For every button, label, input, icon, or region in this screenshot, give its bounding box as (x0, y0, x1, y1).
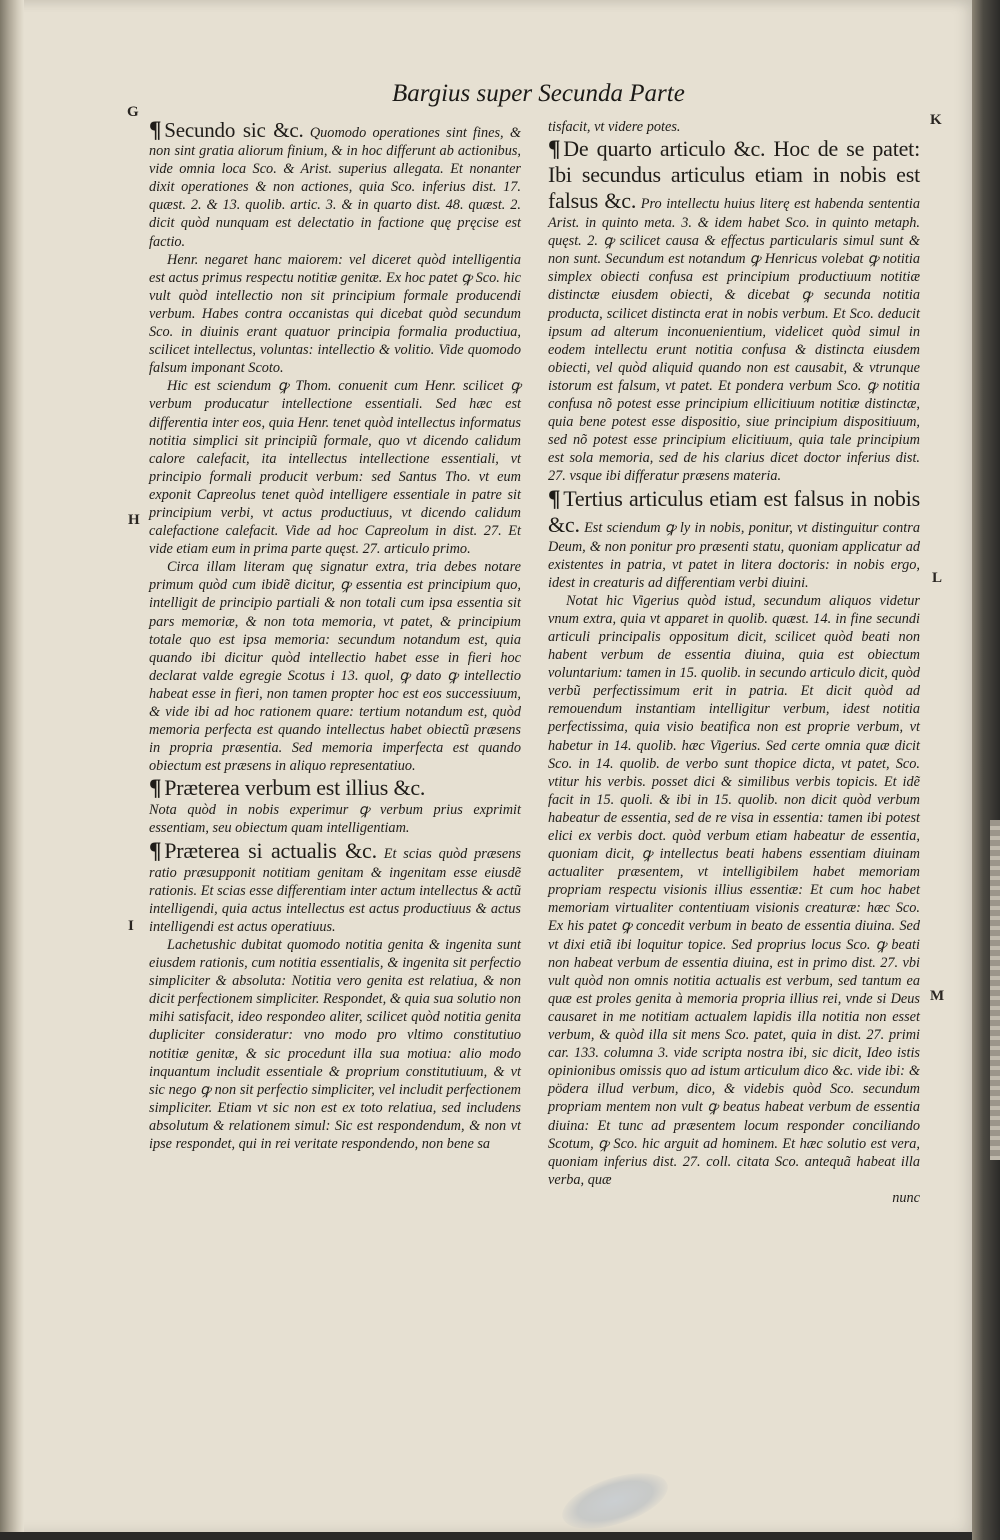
running-header: Bargius super Secunda Parte (392, 80, 685, 107)
paragraph: Nota quòd in nobis experimur ꝙ verbum prius exprimit essentiam, seu obiectum quam intelligentiam. (149, 802, 521, 837)
lemma-heading: ¶ Secundo sic &c. (149, 117, 304, 142)
page-gutter (0, 0, 24, 1532)
pilcrow-icon: ¶ (149, 117, 162, 142)
margin-letter-l: L (932, 570, 943, 586)
paragraph: Notat hic Vigerius quòd istud, secundum aliquos videtur vnum extra, quia vt apparet in quolib. quæst. 14. in fine secundi articuli principalis oppositum dicit, scilicet quòd beati non habent verbum de essentia diuina, quia est obiectum voluntarium: tamen in 15. quolib. in secundo articulo dicit, quòd verbũ perfectissimum erit in patria. Et dicit quòd ad remouendum instantiam intelligitur verbum, idest notitia perfectissima, quia visio beatifica non est proprie verbum, vt habetur in 14. quolib. hæc Vigerius. Sed certe omnia quæ dicit Sco. in 14. quolib. de verbo sunt thopice dicta, vt patet, Sco. vtitur his verbis. posset dici & similibus verbis topicis. Et idẽ facit in 15. quoli. & ibi in 15. quolib. non dicit quòd verbum habeatur de essentia, sed de re visa in essentia: tamen ibi potest elici ex verbis doct. quòd verbum etiam habeatur de essentia, quoniam dicit, ꝙ intellectus beati habens essentiam diuinam actualiter præsentem, vt intelligibilem habet memoriam propriam respectu visionis illius essentiæ: Et cum hoc habet memoriam virtualiter contentiuam visionis creaturæ: hæc Sco. Ex his patet ꝙ concedit verbum in beato de essentia diuina. Sed vt dixi etiã ibi loquitur topice. Sed proprius locus Sco. ꝙ beati non habeat verbum de essentia diuina, est in primo dist. 27. vbi vult quòd non omnis notitia actualis est verbum, sed tantum ea quæ est proles genita à memoria propria illius rei, vnde si Deus causaret in me notitiam actualem lapidis illa notitia non esset verbum, & quòd illa sit mens Sco. patet, quia in dist. 27. primi car. 133. columna 3. vide scripta nostra ibi, sic dicit, Ideo istis opinionibus omissis quo ad istum articulum dico &c. vide ibi: & pödera illud verbum, dico, & videbis quòd Sco. secundum propriam mentem non vult ꝙ beatus habeat verbum de essentia diuina: Et tunc ad præsentem locum responder conciliando Scotum, ꝙ Sco. hic arguit ad hominem. Et hæc solutio est vera, quoniam inferius dist. 27. coll. citata Sco. antequã habeat illa verba, quæ (548, 592, 920, 1188)
margin-letter-k: K (930, 112, 942, 128)
margin-letter-h: H (128, 512, 140, 528)
lemma-heading: ¶ De quarto articulo &c. Hoc de se patet: Ibi secundus articulus etiam in nobis est falsus &c. (548, 136, 920, 214)
pilcrow-icon: ¶ (149, 837, 162, 863)
margin-letter-i: I (128, 918, 134, 934)
catchword: nunc (892, 1189, 920, 1206)
left-column (149, 118, 521, 1153)
paragraph: Est sciendum ꝙ ly in nobis, ponitur, vt distinguitur contra Deum, & non ponitur pro præsenti statu, quoniam applicatur ad existentes in patria, vt patet in litera doctoris: in nobis ergo, idest in creaturis ad differentiam verbi diuini. (548, 519, 920, 591)
book-edge (972, 0, 1000, 1540)
paragraph: Pro intellectu huius literę est habenda sententia Arist. in quinto meta. 3. & idem habet Sco. in quinto metaph. quęst. 2. ꝙ scilicet causa & effectus particularis simul sunt & non sunt. Secundum est notandum ꝙ Henricus volebat ꝙ notitia simplex obiecti confusa est principium productiuum notitiæ distinctæ eiusdem obiecti, & dicebat ꝙ secunda notitia producta, scilicet distincta erat in nobis verbum. Et Sco. deducit ipsum ad alterum inconuenientium, videlicet quòd simul in eodem intellectu erunt notitia confusa & distincta eiusdem obiecti, vel quòd aliquid quando non est causabit, & vtrunque istorum est falsum, vt patet. Et pondera verbum Sco. ꝙ notitia confusa nõ potest esse principium ellicitiuum notitiæ distinctæ, quia bene potest esse dispositio, siue principium dispositiuum, sed nõ potest esse principium elicitiuum, quia tale principium est sola memoria, sed de his clarius dicet doctor inferius dist. 27. vsque ibi differatur præsens materia. (548, 196, 920, 485)
pilcrow-icon: ¶ (149, 775, 162, 801)
margin-letter-g: G (127, 104, 139, 120)
page-edge-tabs (990, 820, 1000, 1160)
lemma-heading: ¶ Tertius articulus etiam est falsus in nobis &c. (548, 485, 920, 537)
lemma-heading: ¶ Præterea si actualis &c. (149, 837, 377, 863)
lemma-heading: ¶ Præterea verbum est illius &c. (149, 775, 426, 801)
paragraph: Lachetushic dubitat quomodo notitia genita & ingenita sunt eiusdem rationis, cum notitia essentialis, & ingenita sit perfectio simpliciter & absoluta: Notitia vero genita est relatiua, & non dicit perfectionem simpliciter. Respondet, & quia sua solutio non mihi satisfacit, ideo respondeo aliter, scilicet quòd notitia genita dupliciter consideratur: vno modo pro vltimo constitutiuo notitiæ genitæ, & sic procedunt illa sua motiua: alio modo inquantum includit essentiale & proprium constitutiuum, & vt sic nego ꝙ non sit perfectio simpliciter, vel includit perfectionem simpliciter. Etiam vt sic non est ex toto relatiua, sed includens absolutum & relationem simul: Sic est respondendum, & non vt ipse respondet, qui in rei veritate respondendo, non bene sa (149, 936, 521, 1152)
clip-shadow (556, 1462, 675, 1540)
paragraph: tisfacit, vt videre potes. (548, 119, 681, 135)
paragraph: Quomodo operationes sint fines, & non sint gratia aliorum finium, & in hoc differunt ab actionibus, vide omnia loca Sco. & Arist. superius allegata. Et nonanter dixit operationes & non actiones, quia Sco. inferius dist. 17. quæst. 2. & 13. quolib. artic. 3. & in quarto dist. 48. quæst. 2. dicit quòd nunquam est delectatio in factione quę pręcise est factio. (149, 125, 521, 250)
paragraph: Hic est sciendum ꝙ Thom. conuenit cum Henr. scilicet ꝙ verbum producatur intellectione essentiali. Sed hæc est differentia inter eos, quia Henr. tenet quòd intellectus informatus notitia simplici sit principiũ formale, quo vt dicendo calidum calore calefacit, ita intellectus intellectione essentiali, vt principio formali producit verbum: sed Santus Tho. vt eum exponit Capreolus tenet quòd intelligere essentiale in patre sit principium verbi, vt actus productiuus, vt dicendo calidum calefactione calefacit. Vide ad hoc Capreolum in dist. 27. Et vide etiam eum in prima parte quęst. 27. articulo primo. (149, 378, 521, 558)
paragraph: Et scias quòd præsens ratio præsupponit notitiam genitam & ingenitam esse eiusdẽ rationis. Et scias esse differentiam inter actum intellectus & actũ intelligendi, quia actus intellectus est actus productiuus & actus intelligendi est actus operatiuus. (149, 845, 521, 935)
pilcrow-icon: ¶ (548, 485, 561, 511)
right-column (548, 118, 920, 1207)
paragraph: Henr. negaret hanc maiorem: vel diceret quòd intelligentia est actus primus respectu notitiæ genitæ. Ex hoc patet ꝙ Sco. hic vult quòd intellectio non sit principium formale producendi verbum. Habes contra occanistas qui dicebat quòd secundum Sco. in diuinis erant quatuor principia formalia productiua, scilicet intellectus, voluntas: intellectio & volitio. Vide quomodo falsum imponant Scoto. (149, 251, 521, 377)
pilcrow-icon: ¶ (548, 136, 561, 162)
margin-letter-m: M (930, 988, 945, 1004)
paragraph: Circa illam literam quę signatur extra, tria debes notare primum quòd cum ibidẽ dicitur, ꝙ essentia est principium quo, intelligit de principio partiali & non totali cum ipsa essentia sit pars memoriæ, & non tota memoria, vt patet, & principium totale quo est ipsa memoria: secundum notandum est, quia quando ibi dicitur quòd intellectio habet esse in fieri hoc declarat valde egregie Scotus i 13. quol, ꝙ dato ꝙ intellectio habeat esse in fieri, non tamen propter hoc est eos successiuum, & vide ibi ad hoc rationem quare: tertium notandum est, quòd memoria perfecta est quando intellectus habet obiectũ præsens in propria præsentia. Sed memoria imperfecta est quando obiectum est præsens in aliquo representatiuo. (149, 559, 521, 775)
